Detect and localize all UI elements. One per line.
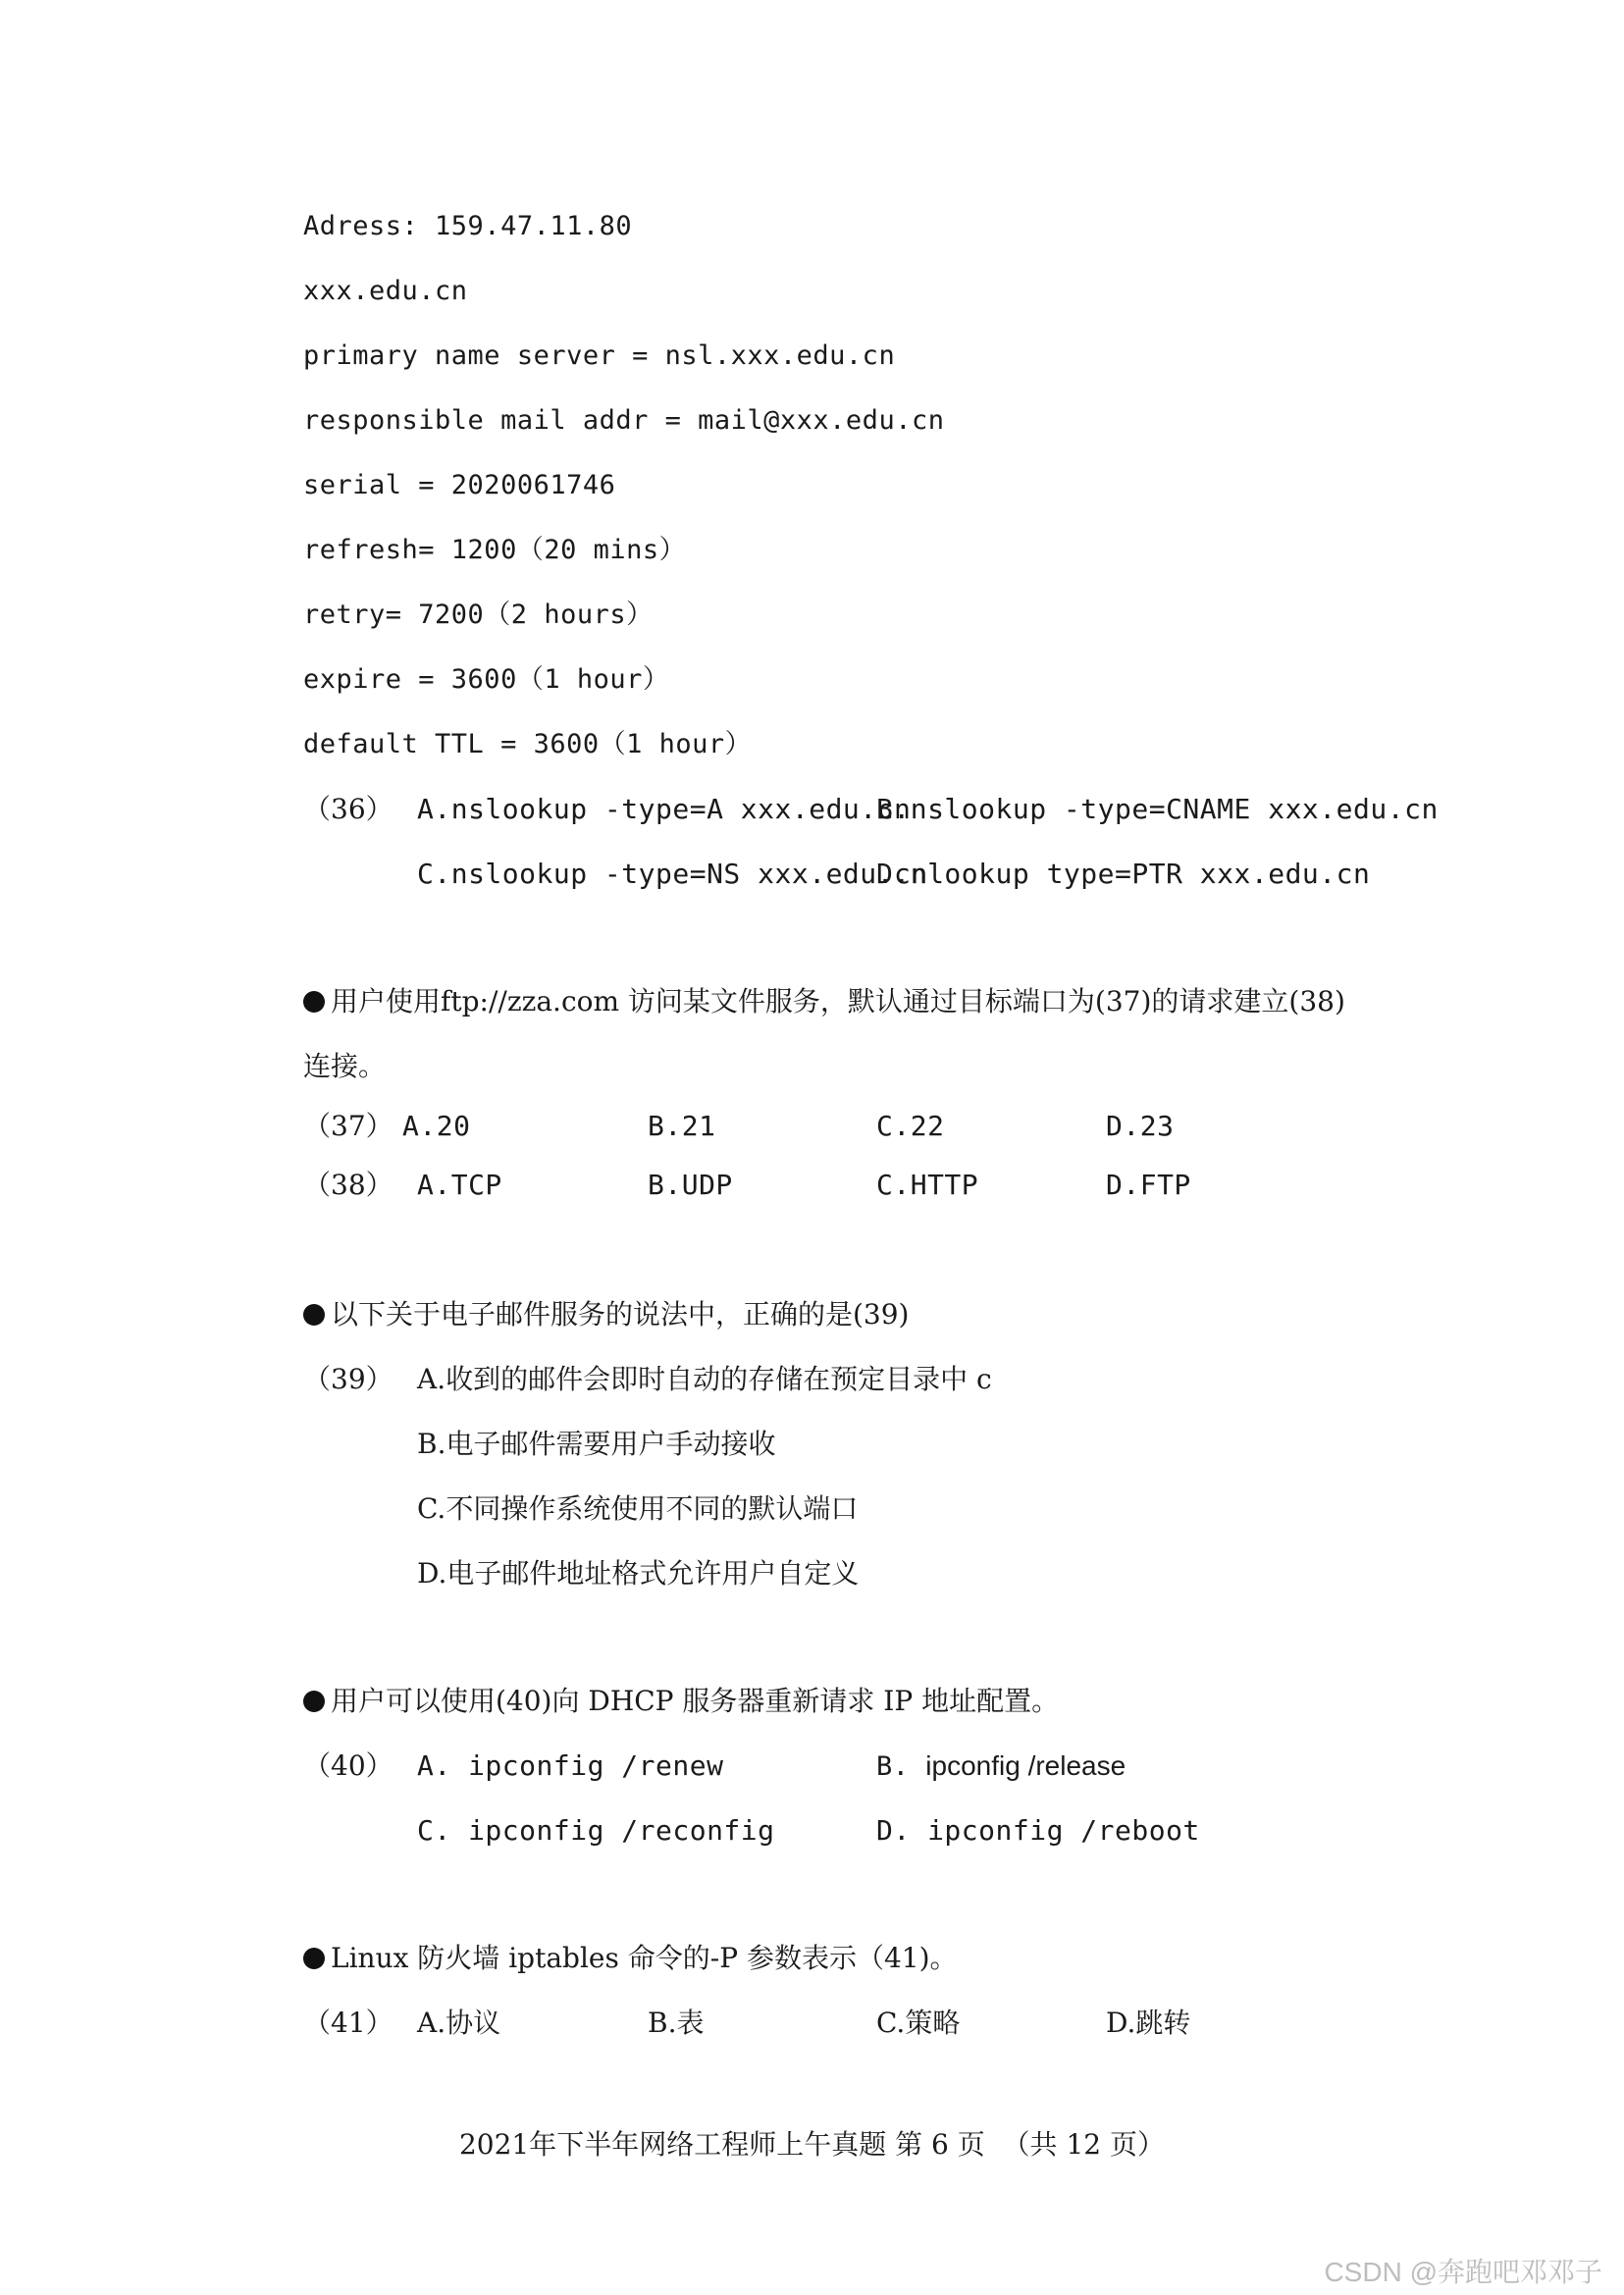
q39-stem-line [303, 1297, 909, 1332]
q37-option-c: C.22 [876, 1110, 945, 1142]
q37-option-d: D.23 [1106, 1110, 1175, 1142]
q39-option-c: C.不同操作系统使用不同的默认端口 [417, 1492, 859, 1525]
q41-stem-text: Linux 防火墙 iptables 命令的-P 参数表示（41)。 [331, 1942, 958, 1974]
q36-option-a: A.nslookup -type=A xxx.edu.cn [417, 793, 912, 825]
q40-option-b [876, 1748, 1126, 1785]
q41-stem-line [303, 1941, 958, 1976]
q38-option-a: A.TCP [417, 1169, 502, 1201]
dns-expire-line: expire = 3600（1 hour） [303, 664, 670, 695]
q40-option-c: C. ipconfig /reconfig [417, 1814, 775, 1847]
dns-address-line: Adress: 159.47.11.80 [303, 211, 633, 241]
q41-option-d: D.跳转 [1106, 2007, 1191, 2039]
bullet-icon [303, 1304, 325, 1326]
dns-refresh-line: refresh= 1200（20 mins） [303, 535, 687, 565]
q40-option-b-prefix: B. [876, 1751, 926, 1782]
q41-option-b: B.表 [648, 2007, 705, 2039]
q37-38-stem-line2: 连接。 [303, 1050, 387, 1082]
q40-stem-text: 用户可以使用(40)向 DHCP 服务器重新请求 IP 地址配置。 [331, 1685, 1060, 1717]
bullet-icon [303, 991, 325, 1013]
q38-option-c: C.HTTP [876, 1169, 979, 1201]
dns-ttl-line: default TTL = 3600（1 hour） [303, 729, 753, 759]
dns-serial-line: serial = 2020061746 [303, 470, 616, 500]
dns-retry-line: retry= 7200（2 hours） [303, 600, 654, 630]
q37-option-a: A.20 [402, 1110, 471, 1142]
q40-number: （40） [303, 1749, 393, 1782]
q39-option-d: D.电子邮件地址格式允许用户自定义 [417, 1557, 860, 1590]
csdn-watermark: CSDN @奔跑吧邓邓子 [1324, 2257, 1602, 2287]
q37-option-b: B.21 [648, 1110, 716, 1142]
q40-option-d: D. ipconfig /reboot [876, 1814, 1200, 1847]
q38-number: （38） [303, 1169, 393, 1201]
q38-option-b: B.UDP [648, 1169, 733, 1201]
q37-38-stem-text: 用户使用ftp://zza.com 访问某文件服务，默认通过目标端口为(37)的请求建立(38) [331, 985, 1345, 1017]
q40-option-b-command: ipconfig /release [925, 1750, 1126, 1781]
q39-stem-text: 以下关于电子邮件服务的说法中，正确的是(39) [331, 1298, 910, 1330]
q37-number: （37） [303, 1110, 393, 1142]
dns-domain-line: xxx.edu.cn [303, 276, 468, 306]
q36-option-c: C.nslookup -type=NS xxx.edu.cn [417, 858, 928, 890]
q36-number: （36） [303, 793, 393, 825]
q40-option-a: A. ipconfig /renew [417, 1749, 724, 1782]
page-footer: 2021年下半年网络工程师上午真题 第 6 页 （共 12 页） [458, 2128, 1165, 2161]
q39-option-b: B.电子邮件需要用户手动接收 [417, 1428, 776, 1460]
q36-option-d: D.nlookup type=PTR xxx.edu.cn [876, 858, 1371, 890]
q39-number: （39） [303, 1363, 393, 1395]
dns-mail-addr-line: responsible mail addr = mail@xxx.edu.cn [303, 405, 945, 436]
q40-stem-line [303, 1684, 1059, 1719]
q36-option-b: B.nslookup -type=CNAME xxx.edu.cn [876, 793, 1439, 825]
q41-number: （41） [303, 2007, 393, 2039]
q39-option-a: A.收到的邮件会即时自动的存储在预定目录中 c [417, 1363, 992, 1395]
bullet-icon [303, 1691, 325, 1712]
q38-option-d: D.FTP [1106, 1169, 1191, 1201]
q37-38-stem-line1 [303, 984, 1345, 1019]
q41-option-c: C.策略 [876, 2007, 961, 2039]
bullet-icon [303, 1948, 325, 1969]
q41-option-a: A.协议 [417, 2007, 501, 2039]
dns-primary-ns-line: primary name server = nsl.xxx.edu.cn [303, 340, 896, 371]
